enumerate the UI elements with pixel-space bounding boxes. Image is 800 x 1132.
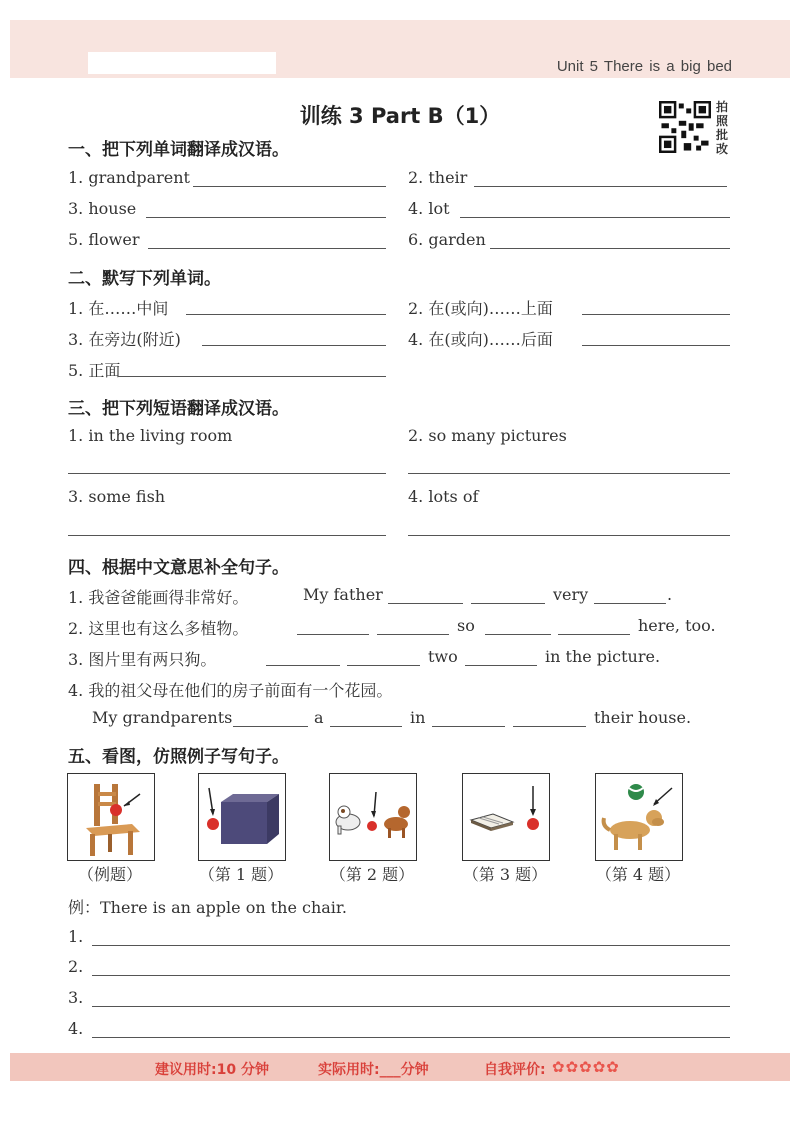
s4-q4-cn: 4. 我的祖父母在他们的房子前面有一个花园。: [68, 681, 393, 700]
rating-stars-icon[interactable]: ✿✿✿✿✿: [552, 1058, 620, 1076]
section1-heading: 一、把下列单词翻译成汉语。: [68, 140, 289, 160]
s1-blank-2[interactable]: [474, 186, 727, 187]
s4-q2-text-b: here, too.: [638, 616, 716, 635]
s4-q4-text-d: their house.: [594, 708, 692, 727]
s3-item-3: 3. some fish: [68, 487, 166, 506]
s2-blank-4[interactable]: [582, 345, 730, 346]
page-title: 训练 3 Part B（1）: [299, 104, 501, 128]
answer-line-4[interactable]: [92, 1037, 730, 1038]
s1-item-3: 3. house: [68, 199, 137, 218]
s3-item-4: 4. lots of: [408, 487, 479, 506]
s4-q1-text-a: My father: [303, 585, 383, 604]
s2-blank-3[interactable]: [202, 345, 386, 346]
section5-heading: 五、看图，仿照例子写句子。: [68, 747, 289, 767]
s4-q2-blank-2[interactable]: [377, 634, 449, 635]
s4-q1-blank-2[interactable]: [471, 603, 545, 604]
s1-blank-1[interactable]: [193, 186, 386, 187]
picture-example: [67, 773, 155, 861]
s1-blank-5[interactable]: [148, 248, 386, 249]
s2-item-2: 2. 在(或向)……上面: [408, 299, 553, 318]
s4-q4-blank-3[interactable]: [432, 726, 505, 727]
s2-blank-1[interactable]: [186, 314, 386, 315]
answer-line-2[interactable]: [92, 975, 730, 976]
s4-q4-blank-1[interactable]: [233, 726, 308, 727]
answer-line-3[interactable]: [92, 1006, 730, 1007]
s2-item-3: 3. 在旁边(附近): [68, 330, 181, 349]
caption-example: （例题）: [77, 865, 142, 884]
answer-num-2: 2.: [68, 957, 84, 976]
s3-blank-2[interactable]: [408, 473, 730, 474]
s2-item-4: 4. 在(或向)……后面: [408, 330, 553, 349]
s4-q4-text-a: My grandparents: [92, 708, 233, 727]
suggested-time: 建议用时:10 分钟: [155, 1062, 269, 1078]
s4-q1-text-b: very: [553, 585, 589, 604]
unit-title: Unit 5 There is a big bed: [556, 58, 732, 75]
s3-item-1: 1. in the living room: [68, 426, 233, 445]
section3-heading: 三、把下列短语翻译成汉语。: [68, 399, 289, 419]
s4-q3-blank-2[interactable]: [347, 665, 420, 666]
s4-q3-text-a: two: [428, 647, 458, 666]
actual-time: 实际用时:___分钟: [318, 1062, 429, 1078]
s3-blank-4[interactable]: [408, 535, 730, 536]
s4-q2-blank-1[interactable]: [297, 634, 369, 635]
s4-q2-cn: 2. 这里也有这么多植物。: [68, 619, 249, 638]
answer-line-1[interactable]: [92, 945, 730, 946]
s1-item-6: 6. garden: [408, 230, 486, 249]
s4-q1-blank-1[interactable]: [388, 603, 463, 604]
s1-blank-6[interactable]: [490, 248, 730, 249]
s4-q1-blank-3[interactable]: [594, 603, 666, 604]
caption-4: （第 4 题）: [595, 865, 681, 884]
s4-q2-text-a: so: [457, 616, 475, 635]
s1-item-4: 4. lot: [408, 199, 450, 218]
s3-blank-1[interactable]: [68, 473, 386, 474]
s4-q1-text-c: .: [667, 585, 673, 604]
s4-q4-blank-4[interactable]: [513, 726, 586, 727]
s1-blank-3[interactable]: [146, 217, 386, 218]
s2-item-5: 5. 正面: [68, 361, 121, 380]
answer-num-4: 4.: [68, 1019, 84, 1038]
caption-3: （第 3 题）: [462, 865, 548, 884]
s1-item-5: 5. flower: [68, 230, 140, 249]
picture-3: [462, 773, 550, 861]
s4-q4-text-c: in: [410, 708, 426, 727]
caption-1: （第 1 题）: [198, 865, 284, 884]
s2-blank-2[interactable]: [582, 314, 730, 315]
picture-1: [198, 773, 286, 861]
s4-q3-blank-3[interactable]: [465, 665, 537, 666]
picture-4: [595, 773, 683, 861]
s1-blank-4[interactable]: [460, 217, 730, 218]
s4-q4-text-b: a: [314, 708, 324, 727]
section4-heading: 四、根据中文意思补全句子。: [68, 558, 289, 578]
s4-q2-blank-3[interactable]: [485, 634, 551, 635]
s3-item-2: 2. so many pictures: [408, 426, 567, 445]
s4-q2-blank-4[interactable]: [558, 634, 630, 635]
s4-q4-blank-2[interactable]: [330, 726, 402, 727]
self-evaluation-label: 自我评价:: [484, 1062, 546, 1078]
section2-heading: 二、默写下列单词。: [68, 269, 221, 289]
qr-code-icon[interactable]: [659, 101, 711, 153]
s4-q3-cn: 3. 图片里有两只狗。: [68, 650, 217, 669]
s3-blank-3[interactable]: [68, 535, 386, 536]
header-blank: [88, 52, 276, 74]
answer-num-3: 3.: [68, 988, 84, 1007]
s2-blank-5[interactable]: [118, 376, 386, 377]
s4-q1-cn: 1. 我爸爸能画得非常好。: [68, 588, 249, 607]
example-sentence: 例：There is an apple on the chair.: [68, 898, 347, 917]
s2-item-1: 1. 在……中间: [68, 299, 169, 318]
qr-label: 拍照批改: [716, 100, 729, 156]
caption-2: （第 2 题）: [329, 865, 415, 884]
s4-q3-text-b: in the picture.: [545, 647, 661, 666]
s1-item-2: 2. their: [408, 168, 468, 187]
s1-item-1: 1. grandparent: [68, 168, 190, 187]
picture-2: [329, 773, 417, 861]
s4-q3-blank-1[interactable]: [266, 665, 340, 666]
answer-num-1: 1.: [68, 927, 84, 946]
